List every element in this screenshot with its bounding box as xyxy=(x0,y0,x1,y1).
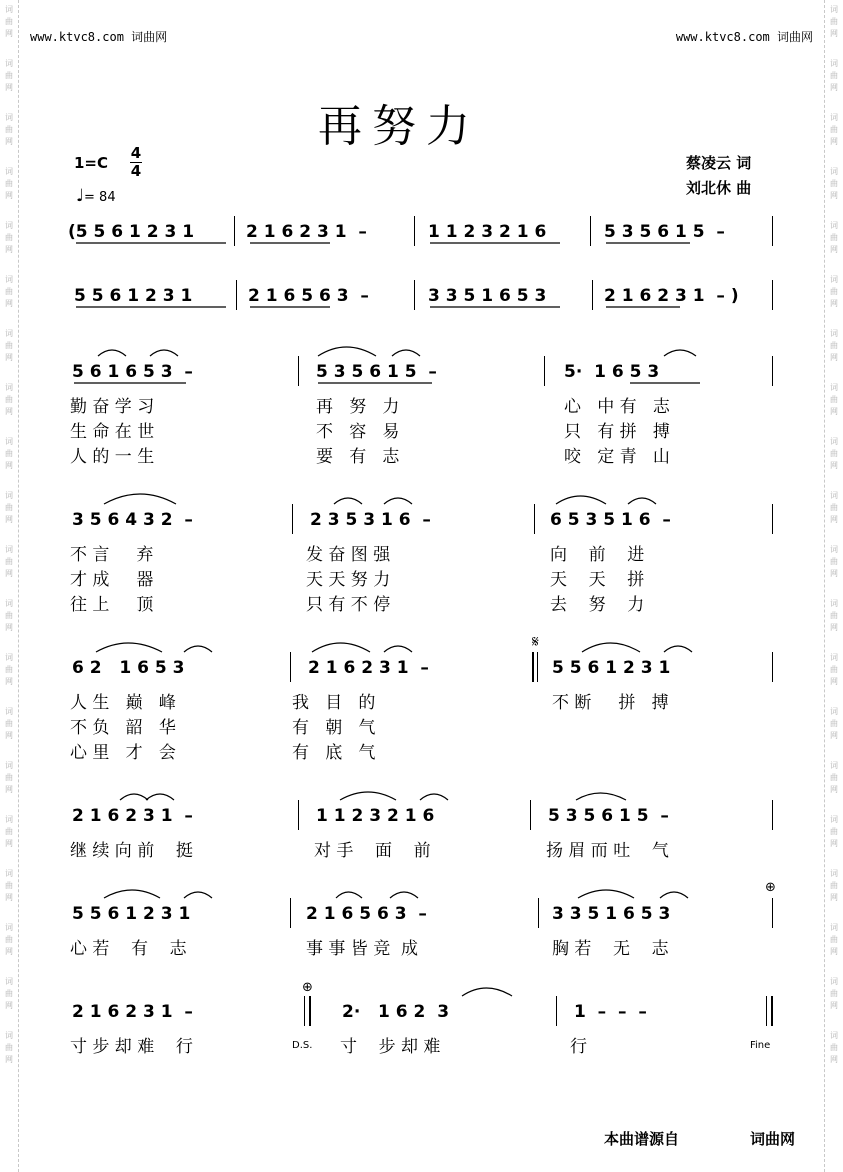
lyric-line: 行 xyxy=(570,1037,587,1057)
lyric-line: 扬 眉 而 吐 气 xyxy=(546,841,669,861)
measure-notes: 5 5 6 1 2 3 1 xyxy=(72,904,191,924)
lyric-line: 人 生 巅 峰 xyxy=(70,693,176,713)
source-label: 本曲谱源自 xyxy=(604,1130,680,1148)
lyric-line: 对 手 面 前 xyxy=(314,841,431,861)
lyric-line: 生 命 在 世 xyxy=(70,422,155,442)
measure-notes: 2 1 6 2 3 1 – ) xyxy=(604,286,739,306)
measure-notes: 2· 1 6 2 3 xyxy=(342,1002,450,1022)
lyric-line: 寸 步 却 难 xyxy=(340,1037,441,1057)
lyric-line: 天 天 拼 xyxy=(550,570,645,590)
lyric-line: 有 朝 气 xyxy=(292,718,376,738)
lyric-line: 心 中 有 志 xyxy=(564,397,670,417)
measure-notes: 5· 1 6 5 3 xyxy=(564,362,660,382)
lyric-line: 天 天 努 力 xyxy=(306,570,391,590)
time-sig-top: 4 xyxy=(130,144,142,162)
measure-notes: 3 3 5 1 6 5 3 xyxy=(552,904,671,924)
lyric-line: 寸 步 却 难 行 xyxy=(70,1037,193,1057)
measure-notes: 2 1 6 2 3 1 – xyxy=(72,1002,193,1022)
measure-notes: 2 1 6 2 3 1 – xyxy=(308,658,429,678)
measure-notes: 5 3 5 6 1 5 – xyxy=(548,806,669,826)
measure-notes: 5 5 6 1 2 3 1 xyxy=(552,658,671,678)
lyric-line: 不 断 拼 搏 xyxy=(552,693,669,713)
measure-notes: 3 3 5 1 6 5 3 xyxy=(428,286,547,306)
lyric-line: 往 上 顶 xyxy=(70,595,154,615)
lyric-line: 有 底 气 xyxy=(292,743,376,763)
lyric-line: 咬 定 青 山 xyxy=(564,447,670,467)
lyric-line: 向 前 进 xyxy=(550,545,645,565)
time-sig-bottom: 4 xyxy=(130,162,142,180)
measure-notes: 2 3 5 3 1 6 – xyxy=(310,510,431,530)
lyric-line: 心 若 有 志 xyxy=(70,939,187,959)
lyric-line: 只 有 不 停 xyxy=(306,595,391,615)
lyric-line: 才 成 器 xyxy=(70,570,154,590)
fine-marking: Fine xyxy=(750,1040,771,1051)
coda-icon: ⊕ xyxy=(765,880,776,895)
measure-notes: 1 1 2 3 2 1 6 xyxy=(316,806,435,826)
measure-notes: 5 6 1 6 5 3 – xyxy=(72,362,193,382)
lyric-line: 发 奋 图 强 xyxy=(306,545,391,565)
lyric-line: 我 目 的 xyxy=(292,693,376,713)
measure-notes: (5 5 6 1 2 3 1 xyxy=(68,222,195,242)
lyric-line: 继 续 向 前 挺 xyxy=(70,841,193,861)
measure-notes: 6 5 3 5 1 6 – xyxy=(550,510,671,530)
underline-marks xyxy=(74,243,700,383)
segno-icon: 𝄋 xyxy=(532,632,539,651)
measure-notes: 5 3 5 6 1 5 – xyxy=(604,222,725,242)
site-url-right[interactable]: www.ktvc8.com 词曲网 xyxy=(675,30,813,44)
site-url-left[interactable]: www.ktvc8.com 词曲网 xyxy=(30,30,168,44)
key-signature: 1=C xyxy=(74,154,109,172)
lyric-line: 不 容 易 xyxy=(316,422,400,442)
tempo-value: = 84 xyxy=(84,190,116,205)
coda-icon: ⊕ xyxy=(302,980,313,995)
source-site-link[interactable]: 词曲网 xyxy=(750,1130,796,1148)
measure-notes: 2 1 6 2 3 1 – xyxy=(72,806,193,826)
watermark-text: 词 曲 网 词 曲 网 词 曲 网 词 曲 网 词 曲 网 词 曲 网 词 曲 网 词 曲 网 词 曲 网 词 曲 网 词 曲 网 词 曲 网 词 曲 网 词 曲 网 词 曲 网 词 曲 网 词 曲 网 词 曲 网 词 曲 网 词 曲 网 xyxy=(830,5,838,1064)
lyric-line: 去 努 力 xyxy=(550,595,645,615)
measure-notes: 1 1 2 3 2 1 6 xyxy=(428,222,547,242)
measure-notes: 5 5 6 1 2 3 1 xyxy=(74,286,193,306)
lyricist-credit: 蔡凌云 词 xyxy=(686,154,752,172)
quarter-note-icon: ♩ xyxy=(76,186,85,206)
measure-notes: 2 1 6 5 6 3 – xyxy=(248,286,369,306)
measure-notes: 6 2 1 6 5 3 xyxy=(72,658,185,678)
lyric-line: 事 事 皆 竞 成 xyxy=(306,939,419,959)
lyric-line: 不 负 韶 华 xyxy=(70,718,176,738)
measure-notes: 2 1 6 5 6 3 – xyxy=(306,904,427,924)
lyric-line: 人 的 一 生 xyxy=(70,447,155,467)
song-title: 再努力 xyxy=(318,101,480,152)
lyric-line: 心 里 才 会 xyxy=(70,743,176,763)
lyric-line: 只 有 拼 搏 xyxy=(564,422,670,442)
measure-notes: 1 – – – xyxy=(574,1002,647,1022)
lyric-line: 再 努 力 xyxy=(316,397,400,417)
lyric-line: 勤 奋 学 习 xyxy=(70,397,155,417)
slur-marks xyxy=(96,347,696,996)
lyric-line: 不 言 弃 xyxy=(70,545,154,565)
lyric-line: 胸 若 无 志 xyxy=(552,939,669,959)
lyric-line: 要 有 志 xyxy=(316,447,400,467)
composer-credit: 刘北休 曲 xyxy=(686,179,752,197)
ds-marking: D.S. xyxy=(292,1040,313,1051)
measure-notes: 5 3 5 6 1 5 – xyxy=(316,362,437,382)
watermark-text: 词 曲 网 词 曲 网 词 曲 网 词 曲 网 词 曲 网 词 曲 网 词 曲 网 词 曲 网 词 曲 网 词 曲 网 词 曲 网 词 曲 网 词 曲 网 词 曲 网 词 曲 网 词 曲 网 词 曲 网 词 曲 网 词 曲 网 词 曲 网 xyxy=(5,5,13,1064)
measure-notes: 3 5 6 4 3 2 – xyxy=(72,510,193,530)
measure-notes: 2 1 6 2 3 1 – xyxy=(246,222,367,242)
